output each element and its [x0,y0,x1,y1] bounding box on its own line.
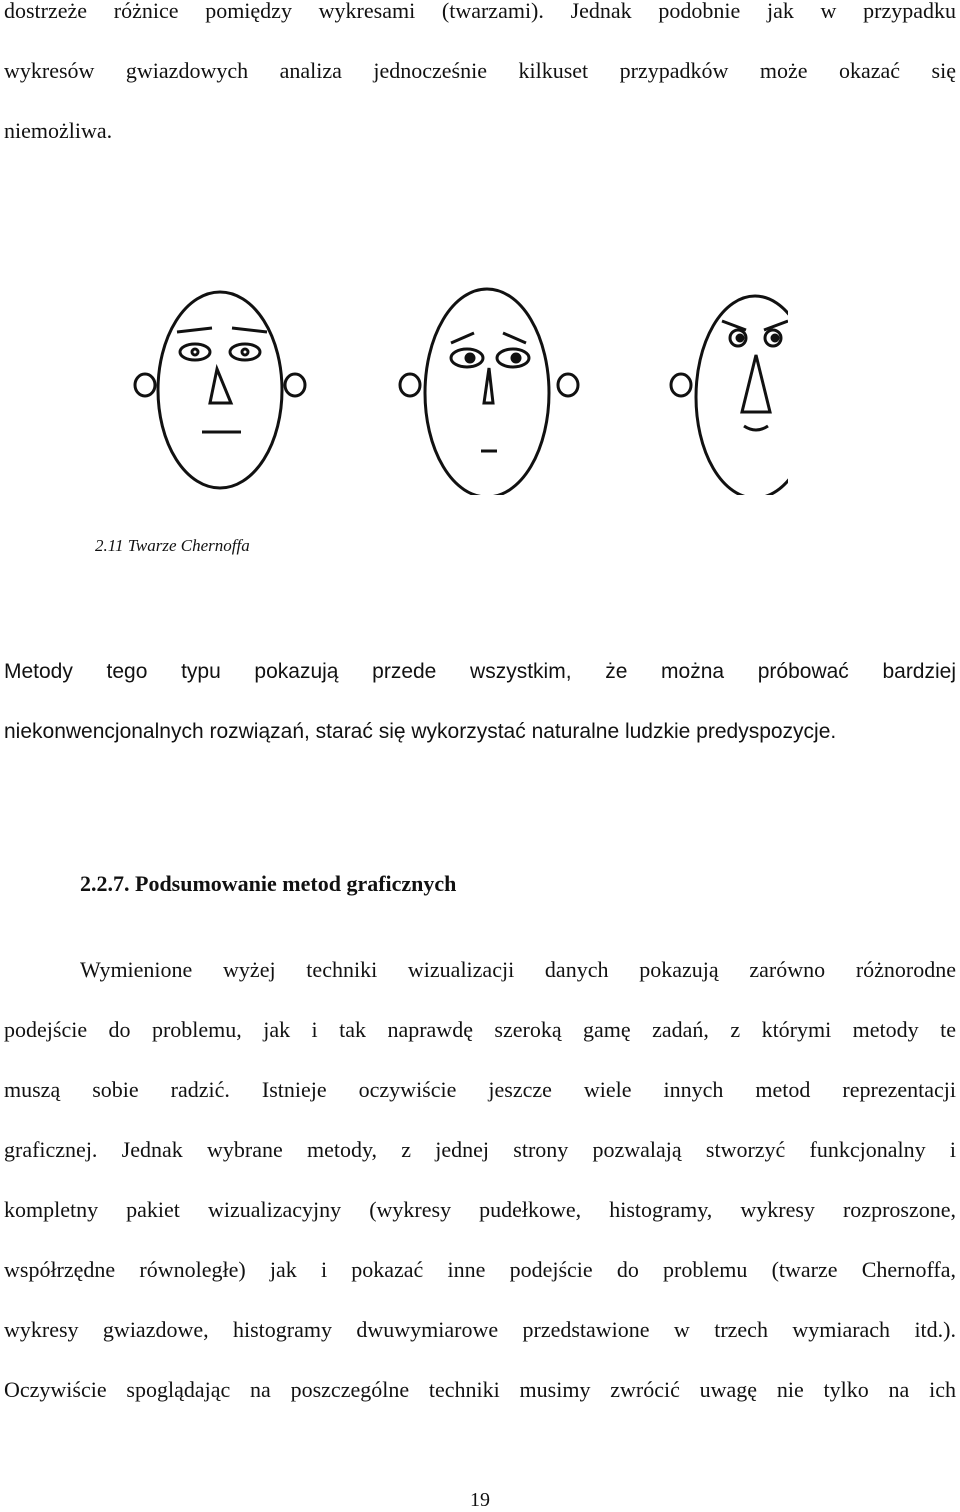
chernoff-faces-figure [120,285,600,495]
paragraph-2-line-3: muszą sobie radzić. Istnieje oczywiście jeszcze wiele innych metod reprezentacji [4,1077,956,1102]
paragraph-2-line-7: wykresy gwiazdowe, histogramy dwuwymiarowe przedstawione w trzech wymiarach itd.). [4,1317,956,1342]
face-3-nose [742,355,770,412]
face-3 [671,296,788,495]
face-1-nose [210,369,231,403]
face-2-left-brow [451,333,474,343]
face-1-left-pupil [192,349,198,355]
intro-line-3: niemożliwa. [4,118,113,143]
intro-line-2: wykresów gwiazdowych analiza jednocześnie kilkuset przypadków może okazać się [4,58,956,83]
intro-line-1: dostrzeże różnice pomiędzy wykresami (twarzami). Jednak podobnie jak w przypadku [4,0,956,23]
face-3-right-pupil [772,335,778,341]
paragraph-2-line-8: Oczywiście spoglądając na poszczególne techniki musimy zwrócić uwagę nie tylko na ich [4,1377,956,1402]
face-3-right-brow [764,321,788,330]
face-2-right-pupil [512,354,520,362]
page-number: 19 [470,1489,490,1511]
paragraph-1-line-2: niekonwencjonalnych rozwiązań, starać się wykorzystać naturalne ludzkie predyspozycje. [4,720,837,743]
face-3-svg [568,285,788,495]
paragraph-2-line-2: podejście do problemu, jak i tak naprawdę szeroką gamę zadań, z którymi metody te [4,1017,956,1042]
face-1-left-brow [177,328,212,332]
paragraph-2-line-5: kompletny pakiet wizualizacyjny (wykresy pudełkowe, histogramy, wykresy rozproszone, [4,1197,956,1222]
chernoff-faces-svg [120,285,600,495]
face-2-left-ear [400,374,420,396]
face-2-left-pupil [466,354,474,362]
face-3-left-brow [722,321,746,330]
paragraph-2-line-6: współrzędne równoległe) jak i pokazać inne podejście do problemu (twarze Chernoffa, [4,1257,956,1282]
face-1-right-eye [230,344,260,360]
face-1-head [158,292,282,488]
face-1-left-eye [180,344,210,360]
face-2 [400,289,578,495]
face-3-container [568,285,788,495]
face-1-right-ear [285,374,305,396]
face-2-right-brow [503,333,526,343]
face-3-mouth [744,426,768,430]
face-1-right-pupil [242,349,248,355]
paragraph-2-line-4: graficznej. Jednak wybrane metody, z jednej strony pozwalają stworzyć funkcjonalny i [4,1137,956,1162]
figure-caption: 2.11 Twarze Chernoffa [95,536,250,555]
section-heading: 2.2.7. Podsumowanie metod graficznych [80,871,457,896]
face-3-left-pupil [737,335,743,341]
face-3-left-ear [671,374,691,396]
paragraph-2-line-1: Wymienione wyżej techniki wizualizacji danych pokazują zarówno różnorodne [80,957,956,982]
face-1-right-brow [232,328,267,332]
face-2-nose [484,368,493,403]
paragraph-1-line-1: Metody tego typu pokazują przede wszystkim, że można próbować bardziej [4,660,956,683]
face-1-left-ear [135,374,155,396]
face-1 [135,292,305,488]
